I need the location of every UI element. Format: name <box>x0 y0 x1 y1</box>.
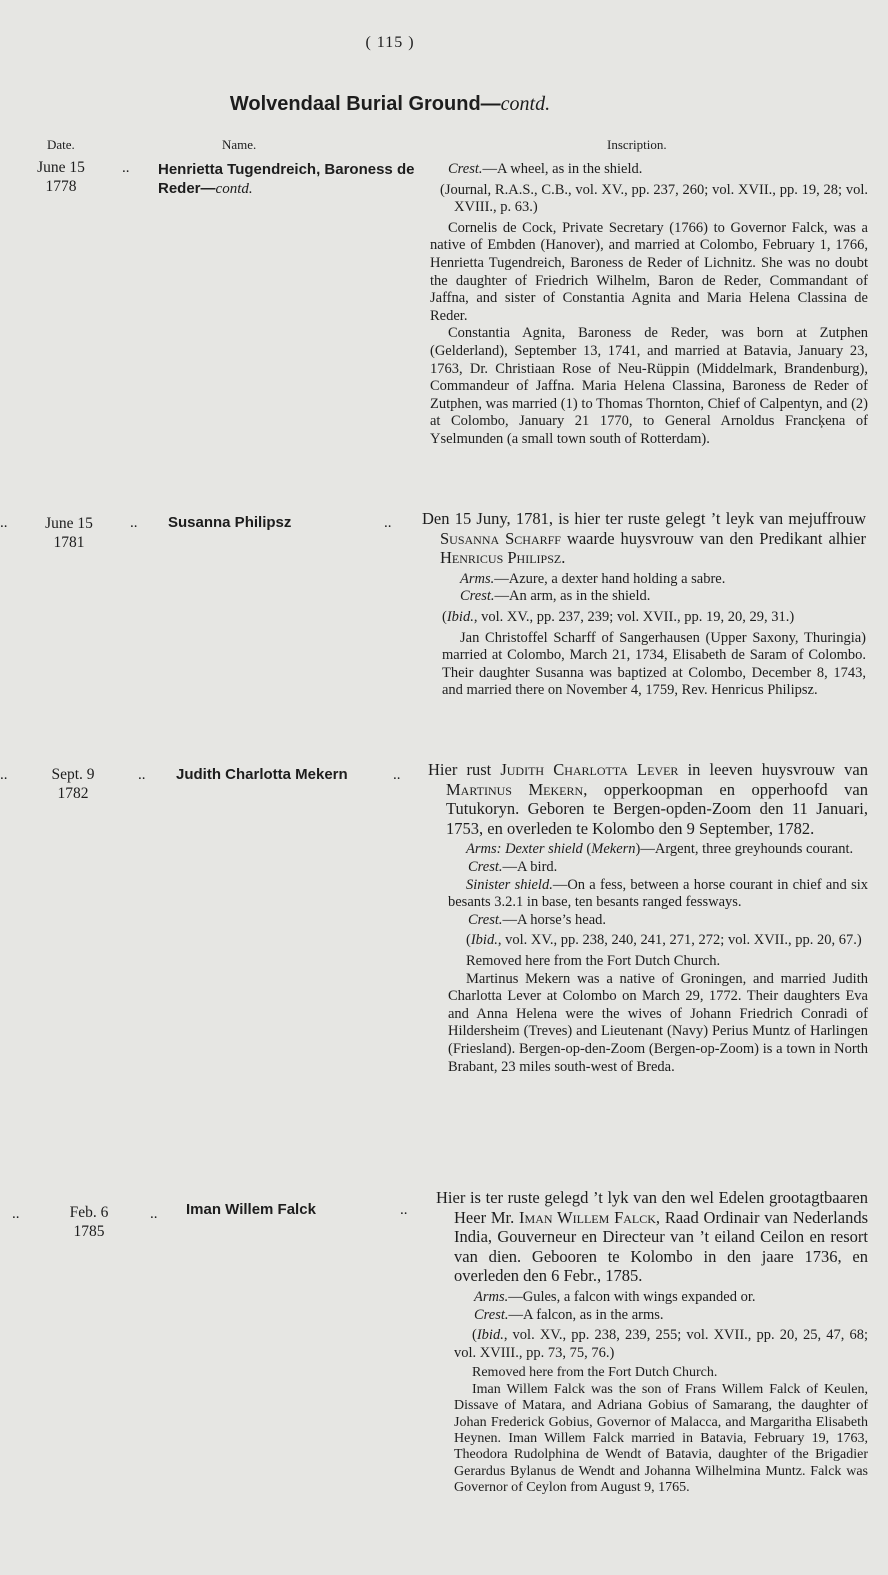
note-paragraph: Iman Willem Falck was the son of Frans Willem Falck of Keulen, Dissave of Matara, and Adriana Gobius of Samarang, the daughter of Johan Frederick Gobius, Governor of Malacca, and Margaritha Elisabeth Heynen. Iman Willem Falck married in Batavia, February 19, 1763, Theodora Rudolphina de Wendt of Batavia, daughter of the Brigadier Gerardus Bylanus de Wendt and Johanna Wilhelmina Muntz. Falck was Governor of Ceylon from August 9, 1765. <box>454 1381 868 1496</box>
arms-line: Arms.—Gules, a falcon with wings expanded or. <box>474 1288 756 1305</box>
leader-dots: .. <box>384 515 392 531</box>
title-contd: contd. <box>500 93 551 115</box>
entry-inscription <box>422 509 866 700</box>
sinister-line: Sinister shield.—On a fess, between a horse courant in chief and six besants 3.2.1 in base, ten besants ranged fessways. <box>448 876 868 911</box>
leader-dots: .. <box>122 160 130 176</box>
crest-line: Crest.—A wheel, as in the shield. <box>448 161 643 177</box>
leader-dots: .. <box>0 767 8 783</box>
note-paragraph: Jan Christoffel Scharff of Sangerhausen (Upper Saxony, Thuringia) married at Colombo, March 21, 1734, Elisabeth de Saram of Colombo. Their daughter Susanna was baptized at Colombo, December 8, 1743, and married there on November 4, 1759, Rev. Henricus Philipsz. <box>442 629 866 699</box>
removed-note: Removed here from the Fort Dutch Church. <box>472 1365 718 1381</box>
entry-date: June 15 1778 <box>37 159 85 195</box>
leader-dots: .. <box>150 1206 158 1222</box>
references: (Journal, R.A.S., C.B., vol. XV., pp. 237, 260; vol. XVII., pp. 19, 28; vol. XVIII., p. 63.) <box>440 181 868 216</box>
title-main: Wolvendaal Burial Ground— <box>229 93 501 115</box>
entry-date: Feb. 6 1785 <box>69 1204 109 1240</box>
crest-line: Crest.—A falcon, as in the arms. <box>474 1306 664 1323</box>
entry-date: Sept. 9 1782 <box>51 766 95 802</box>
entry-name: Judith Charlotta Mekern <box>176 766 348 783</box>
note-paragraph: Martinus Mekern was a native of Groningen, and married Judith Charlotta Lever at Colombo on March 29, 1772. Their daughters Eva and Anna Helena were the wives of Johann Friedrich Conradi of Hildersheim (Treves) and Lieutenant (Navy) Perius Muntz of Harlingen (Friesland). Bergen-op-den-Zoom (Bergen-op-Zoom) is a town in North Brabant, 23 miles south-west of Breda. <box>448 970 868 1075</box>
leader-dots: .. <box>12 1206 20 1222</box>
leader-dots: .. <box>400 1202 408 1218</box>
page-number: ( 115 ) <box>365 34 415 51</box>
crest-line: Crest.—A horse’s head. <box>468 911 607 928</box>
entry-name: Iman Willem Falck <box>186 1201 316 1218</box>
name-column-header: Name. <box>222 137 257 152</box>
entry-inscription <box>428 760 868 1076</box>
leader-dots: .. <box>138 767 146 783</box>
entry-name: Henrietta Tugendreich, Baroness de Reder—contd. <box>158 161 415 197</box>
leader-dots: .. <box>393 767 401 783</box>
leader-dots: .. <box>130 515 138 531</box>
crest-line: Crest.—A bird. <box>468 858 558 875</box>
crest-line: Crest.—An arm, as in the shield. <box>460 588 651 605</box>
epitaph: Den 15 Juny, 1781, is hier ter ruste gelegt ’t leyk van mejuffrouw Susanna Scharff waarde huysvrouw van den Predikant alhier Henricus Philipsz. <box>422 509 867 568</box>
note-paragraph: Cornelis de Cock, Private Secretary (1766) to Governor Falck, was a native of Embden (Hanover), and married at Colombo, February 1, 1766, Henrietta Tugendreich, Baroness de Reder of Lichnitz. She was no doubt the daughter of Friedrich Wilhelm, Baron de Reder, Commandant of Jaffna, and sister of Constantia Agnita and Maria Helena Classina de Reder. <box>430 219 868 324</box>
entry-inscription <box>430 161 868 449</box>
arms-line: Arms: Dexter shield (Mekern)—Argent, three greyhounds courant. <box>466 841 854 858</box>
entry-inscription <box>436 1188 868 1497</box>
note-paragraph: Constantia Agnita, Baroness de Reder, was born at Zutphen (Gelderland), September 13, 1741, and married at Batavia, January 23, 1763, Dr. Christiaan Rose of Neu-Rüppin (Middelmark, Brandenburg), Commandeur of Jaffna. Maria Helena Classina, Baroness de Reder of Zutphen, was married (1) to Thomas Thornton, Chief of Calpentyn, and (2) at Colombo, January 21 1770, to General Arnoldus Francķena of Yselmunden (a small town south of Rotterdam). <box>430 325 868 447</box>
references: (Ibid., vol. XV., pp. 237, 239; vol. XVII., pp. 19, 20, 29, 31.) <box>442 608 795 625</box>
entry-name: Susanna Philipsz <box>168 514 292 531</box>
epitaph: Hier is ter ruste gelegd ’t lyk van den wel Edelen grootagtbaaren Heer Mr. Iman Willem Falck, Raad Ordinair van Nederlands India, Gouverneur en Directeur van ’t eiland Ceilon en resort van dien. Gebooren te Kolombo in den jaare 1736, en overleden den 6 Febr., 1785. <box>436 1188 868 1286</box>
removed-note: Removed here from the Fort Dutch Church. <box>466 952 721 969</box>
entry-date: June 15 1781 <box>45 515 93 551</box>
date-column-header: Date. <box>47 137 75 152</box>
epitaph: Hier rust Judith Charlotta Lever in leeven huysvrouw van Martinus Mekern, opperkoopman en opperhoofd van Tutukoryn. Geboren te Bergen-opden-Zoom den 11 Januari, 1753, en overleden te Kolombo den 9 September, 1782. <box>428 760 869 838</box>
references: (Ibid., vol. XV., pp. 238, 239, 255; vol. XVII., pp. 20, 25, 47, 68; vol. XVIII., pp. 73, 75, 76.) <box>454 1327 868 1361</box>
references: (Ibid., vol. XV., pp. 238, 240, 241, 271, 272; vol. XVII., pp. 20, 67.) <box>466 932 862 949</box>
arms-line: Arms.—Azure, a dexter hand holding a sabre. <box>460 570 726 587</box>
leader-dots: .. <box>0 515 8 531</box>
inscription-column-header: Inscription. <box>607 137 667 152</box>
page-title <box>0 93 780 116</box>
